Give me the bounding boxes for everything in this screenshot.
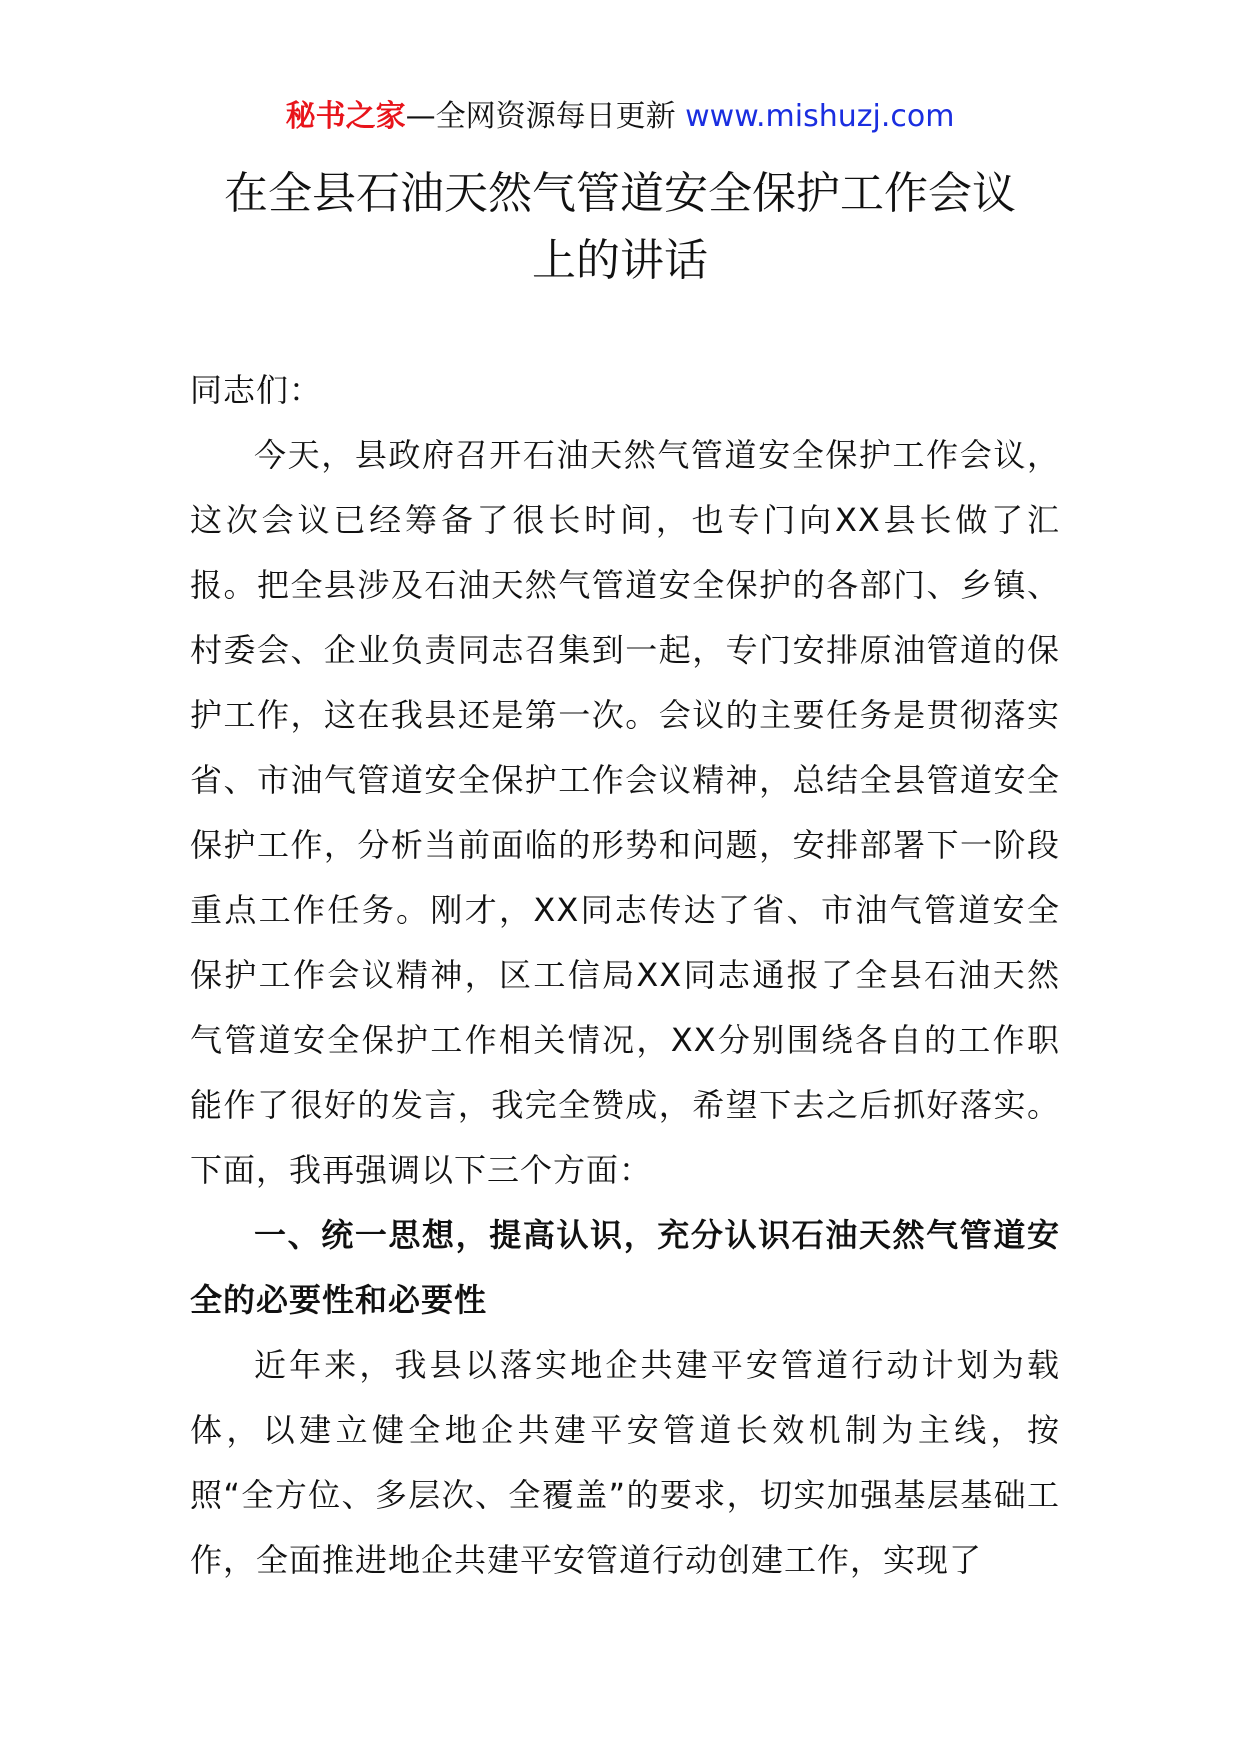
site-brand: 秘书之家	[285, 99, 406, 134]
salutation: 同志们：	[190, 371, 323, 409]
document-body	[190, 358, 1060, 1593]
site-header	[0, 96, 1240, 138]
paragraph-section-1: 近年来，我县以落实地企共建平安管道行动计划为载体，以建立健全地企共建平安管道长效机制为主线，按照“全方位、多层次、全覆盖”的要求，切实加强基层基础工作，全面推进地企共建平安管道行动创建工作，实现了	[190, 1346, 1060, 1579]
site-url-link[interactable]: www.mishuzj.com	[685, 99, 955, 134]
document-title	[160, 160, 1080, 294]
site-tagline: —全网资源每日更新	[405, 99, 676, 134]
paragraph-intro: 今天，县政府召开石油天然气管道安全保护工作会议，这次会议已经筹备了很长时间，也专门向XX县长做了汇报。把全县涉及石油天然气管道安全保护的各部门、乡镇、村委会、企业负责同志召集到一起，专门安排原油管道的保护工作，这在我县还是第一次。会议的主要任务是贯彻落实省、市油气管道安全保护工作会议精神，总结全县管道安全保护工作，分析当前面临的形势和问题，安排部署下一阶段重点工作任务。刚才，XX同志传达了省、市油气管道安全保护工作会议精神，区工信局XX同志通报了全县石油天然气管道安全保护工作相关情况，XX分别围绕各自的工作职能作了很好的发言，我完全赞成，希望下去之后抓好落实。下面，我再强调以下三个方面：	[190, 436, 1060, 1189]
section-heading-1: 一、统一思想，提高认识，充分认识石油天然气管道安全的必要性和必要性	[190, 1216, 1060, 1319]
title-line-2: 上的讲话	[532, 235, 708, 286]
title-line-1: 在全县石油天然气管道安全保护工作会议	[224, 168, 1016, 219]
